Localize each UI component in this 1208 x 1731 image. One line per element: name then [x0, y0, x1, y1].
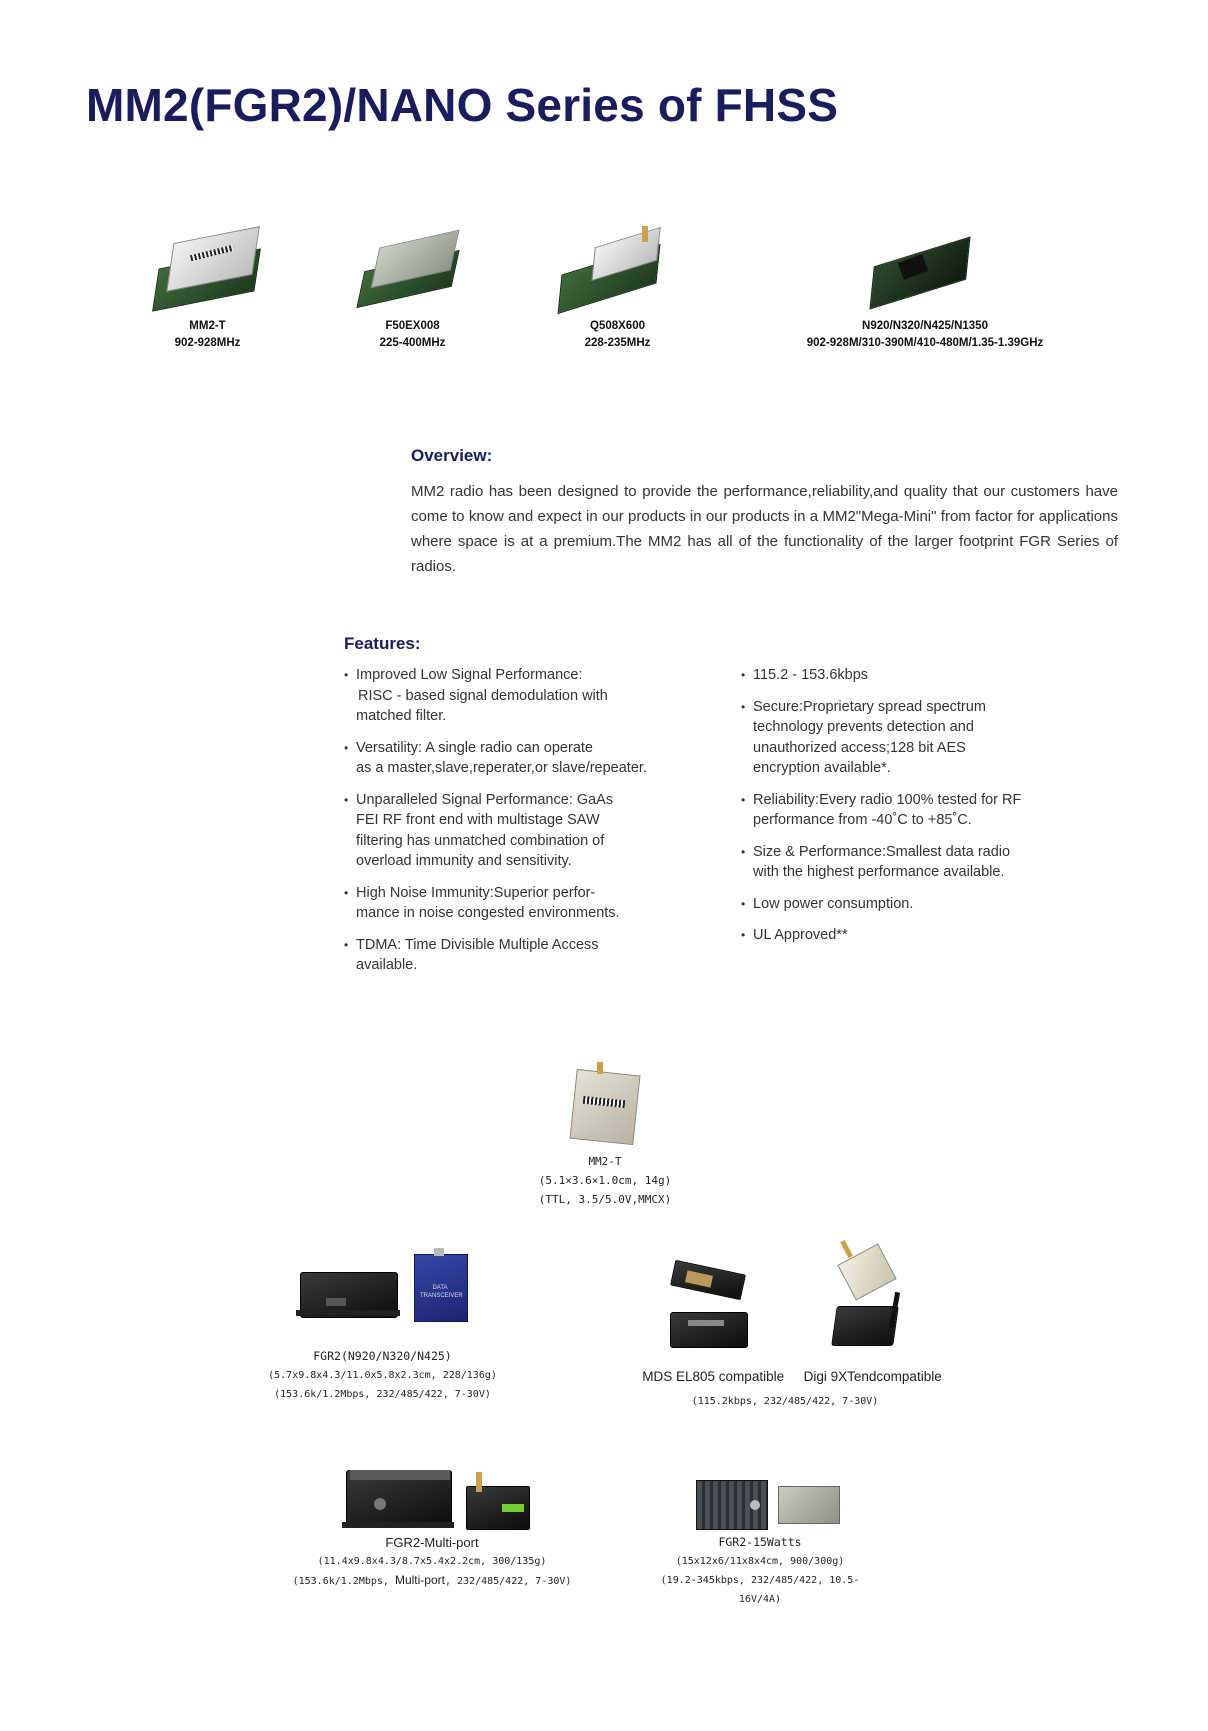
- feature-line: • High Noise Immunity:Superior perfor-: [356, 884, 596, 901]
- fgr2-enclosure-image: [296, 1262, 401, 1322]
- feature-item: [344, 935, 694, 976]
- feature-item: [344, 665, 694, 727]
- mds-compat-label: MDS EL805 compatible: [642, 1369, 785, 1384]
- feature-line: RISC - based signal demodulation with: [358, 687, 608, 704]
- feature-item: [344, 883, 694, 924]
- f50ex008-module-image: [360, 230, 460, 308]
- feature-line: technology prevents detection and: [753, 719, 974, 735]
- feature-line: • 115.2 - 153.6kbps: [753, 667, 869, 683]
- product-freq: 228-235MHz: [584, 337, 651, 349]
- fgr2-spec: (153.6k/1.2Mbps, 232/485/422, 7-30V): [274, 1389, 491, 1400]
- multiport-spec: [282, 1571, 582, 1591]
- overview-text: MM2 radio has been designed to provide the performance,reliability,and quality that our customers have come to know and expect in our products in our products in a MM2"Mega-Mini" from factor for applications where space is at a premium.The MM2 has all of the functionality of the larger footprint FGR Series of radios.: [411, 483, 1118, 575]
- feature-line: mance in noise congested environments.: [356, 905, 620, 921]
- feature-line: • Improved Low Signal Performance:: [356, 667, 583, 683]
- product-freq: 902-928M/310-390M/410-480M/1.35-1.39GHz: [806, 337, 1044, 349]
- multiport-spec-part: , 232/485/422, 7-30V): [444, 1576, 572, 1587]
- multiport-enclosure-image: [342, 1464, 454, 1536]
- digi-compat-label: Digi 9XTendcompatible: [803, 1369, 942, 1384]
- feature-line: • UL Approved**: [753, 927, 848, 943]
- fgr2-box-label: DATA TRANSCEIVER: [420, 1285, 463, 1299]
- feature-line: matched filter.: [356, 708, 447, 724]
- multiport-small-enclosure-image: [462, 1470, 532, 1532]
- feature-item: [741, 925, 1091, 946]
- feature-line: with the highest performance available.: [753, 864, 1005, 880]
- feature-line: • Versatility: A single radio can operate: [356, 739, 593, 756]
- compat-spec: (115.2kbps, 232/485/422, 7-30V): [691, 1396, 879, 1407]
- mm2t-dims: (5.1×3.6×1.0cm, 14g): [538, 1174, 672, 1187]
- product-freq: 902-928MHz: [174, 337, 241, 349]
- digi-9xtend-enclosure-image: [828, 1292, 908, 1352]
- mm2t-spec: (TTL, 3.5/5.0V,MMCX): [538, 1193, 672, 1206]
- feature-item: [344, 738, 694, 779]
- feature-item: [741, 842, 1091, 883]
- fgr2-15watts-amp-image: [776, 1480, 840, 1526]
- product-freq: 225-400MHz: [379, 337, 446, 349]
- feature-item: [344, 790, 694, 872]
- fgr2-dims: (5.7x9.8x4.3/11.0x5.8x2.3cm, 228/136g): [268, 1370, 497, 1381]
- multiport-spec-part: Multi-port: [394, 1573, 445, 1587]
- product-name: Q508X600: [590, 320, 645, 332]
- feature-line: FEI RF front end with multistage SAW: [356, 812, 600, 828]
- mm2t-detail-image: [567, 1060, 642, 1146]
- overview-heading: Overview:: [411, 446, 493, 465]
- watts-dims: (15x12x6/11x8x4cm, 900/300g): [675, 1556, 845, 1567]
- feature-line: filtering has unmatched combination of: [356, 832, 605, 849]
- mds-el805-enclosure-image: [668, 1306, 748, 1354]
- feature-item: [741, 697, 1091, 779]
- page-title: MM2(FGR2)/NANO Series of FHSS: [86, 79, 839, 131]
- features-heading: Features:: [344, 634, 421, 653]
- features-list-right: [741, 665, 1091, 957]
- feature-line: • Secure:Proprietary spread spectrum: [753, 698, 986, 715]
- mds-el805-board-image: [668, 1257, 748, 1305]
- fgr2-name: FGR2(N920/N320/N425): [313, 1349, 452, 1363]
- feature-item: [741, 894, 1091, 915]
- watts-name: FGR2-15Watts: [718, 1535, 802, 1549]
- features-list-left: [344, 665, 694, 987]
- mm2t-name: MM2-T: [588, 1155, 622, 1168]
- mm2t-module-image: [150, 228, 265, 308]
- fgr2-transceiver-image: [410, 1248, 470, 1326]
- q508x600-module-image: [560, 226, 670, 310]
- feature-line: available.: [356, 957, 418, 973]
- feature-line: as a master,slave,reperater,or slave/repeater.: [356, 760, 647, 776]
- feature-line: unauthorized access;128 bit AES: [753, 739, 966, 756]
- feature-line: • Low power consumption.: [753, 895, 914, 912]
- feature-line: • Size & Performance:Smallest data radio: [753, 843, 1011, 860]
- watts-spec: (19.2-345kbps, 232/485/422, 10.5-16V/4A): [660, 1575, 860, 1605]
- feature-line: • TDMA: Time Divisible Multiple Access: [356, 936, 599, 953]
- feature-line: • Unparalleled Signal Performance: GaAs: [356, 791, 614, 808]
- feature-item: [741, 790, 1091, 831]
- digi-9xtend-module-image: [838, 1240, 898, 1300]
- feature-line: encryption available*.: [753, 760, 891, 776]
- feature-line: performance from -40˚C to +85˚C.: [753, 812, 972, 828]
- feature-line: • Reliability:Every radio 100% tested for RF: [753, 791, 1022, 808]
- feature-item: [741, 665, 1091, 686]
- feature-line: overload immunity and sensitivity.: [356, 853, 572, 869]
- multiport-name: FGR2-Multi-port: [385, 1535, 479, 1550]
- fgr2-15watts-heatsink-image: [694, 1470, 770, 1534]
- multiport-spec-part: (153.6k/1.2Mbps,: [292, 1576, 395, 1587]
- product-name: MM2-T: [189, 320, 226, 332]
- product-name: F50EX008: [385, 320, 440, 332]
- multiport-dims: (11.4x9.8x4.3/8.7x5.4x2.2cm, 300/135g): [317, 1556, 547, 1567]
- n920-board-image: [870, 232, 970, 308]
- product-name: N920/N320/N425/N1350: [862, 320, 988, 332]
